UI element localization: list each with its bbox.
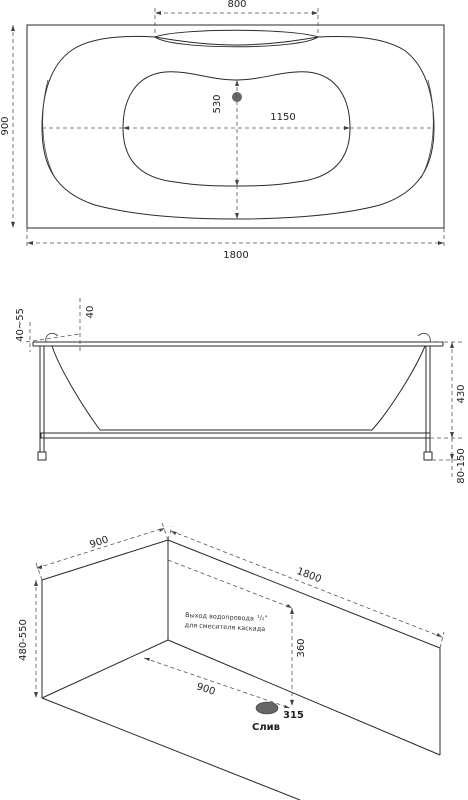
dim-headrest-label: 800 [227,0,247,10]
dim-length-label: 1800 [295,565,323,586]
dim-rim-height-label: 40~55 [15,308,26,342]
dim-depth-floor-label: 900 [194,681,217,698]
top-view-frame [27,25,444,228]
dim-inner-width-label: 530 [212,94,223,114]
top-view-outer-contour-inner [43,80,55,178]
top-view-inner-bowl [123,72,350,186]
top-view [0,0,444,261]
dim-depth-top-label: 900 [88,534,111,551]
side-view-leg-right [424,452,432,460]
dim-rim-thickness-label: 40 [85,305,96,319]
side-view-leg-left [38,452,46,460]
dim-inner-length-label: 1150 [270,112,296,123]
dim-pipe-height-label: 360 [296,638,307,658]
drain-label: Слив [252,722,280,733]
pipe-note-fraction: ¹/₂" [256,613,268,623]
dim-leg-height-label: 80-150 [456,448,467,484]
drain-offset-label: 315 [283,710,304,721]
dim-width-label: 1800 [223,250,249,261]
iso-view [18,523,444,800]
pipe-note-line1: Выход водопровода [184,611,255,623]
side-view-frame-bar [41,433,430,438]
top-view-outer-contour-inner-right [421,80,433,178]
dim-depth-label: 900 [0,116,11,136]
side-view [15,298,467,484]
top-view-headrest [155,30,318,47]
dim-bath-height-label: 430 [456,384,467,404]
pipe-note-line2: для смесителя каскада [184,620,266,634]
iso-view-drain-icon [256,702,278,714]
side-view-bowl [52,346,425,430]
dim-height-label: 480-550 [18,619,29,661]
